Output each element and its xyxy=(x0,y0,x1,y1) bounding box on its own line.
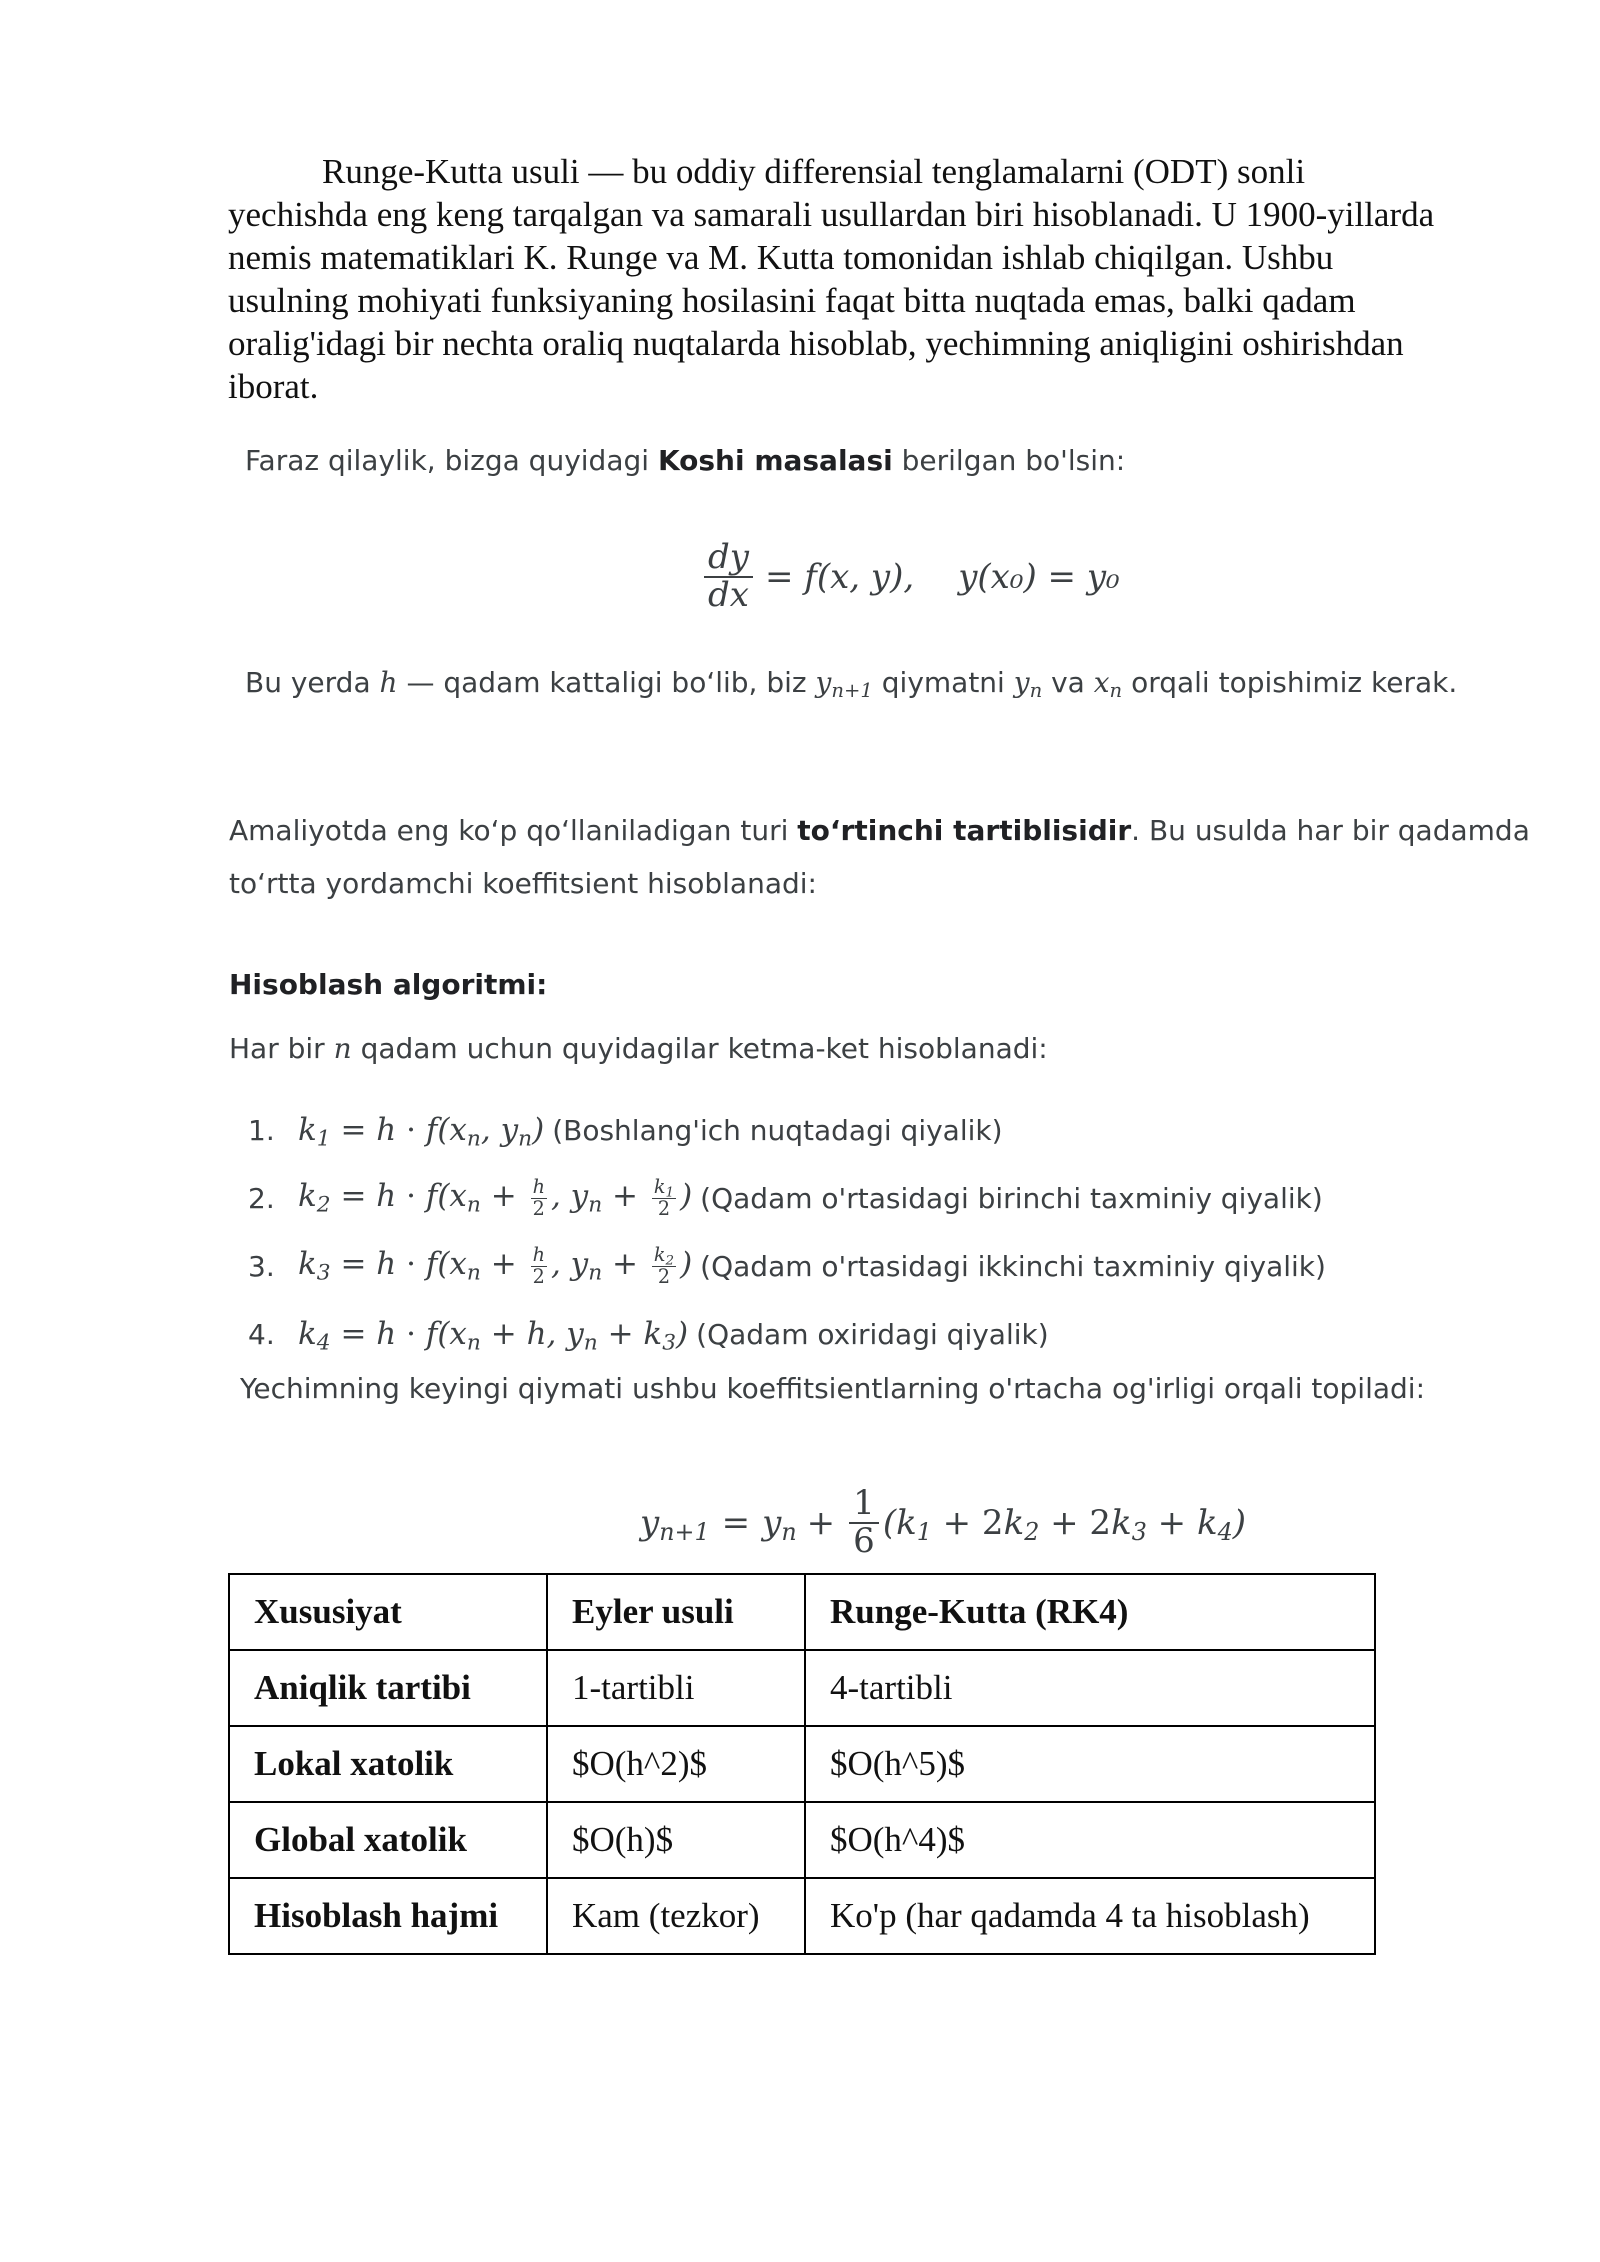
per-step-text: Har bir xyxy=(229,1032,325,1065)
table-cell: $O(h^2)$ xyxy=(547,1726,805,1802)
table-cell: 4-tartibli xyxy=(805,1650,1375,1726)
table-cell: 1-tartibli xyxy=(547,1650,805,1726)
step-number: 1. xyxy=(248,1113,275,1147)
note-text-e: orqali topishimiz kerak. xyxy=(1131,666,1458,699)
cauchy-equation xyxy=(700,537,1120,615)
note-xn: $x_n$ xyxy=(1093,666,1123,702)
step-note: (Qadam oxiridagi qiyalik) xyxy=(696,1317,1049,1351)
cauchy-lead-text: Faraz qilaylik, bizga quyidagi xyxy=(245,444,650,477)
comparison-table xyxy=(228,1573,1376,1955)
table-cell: $O(h)$ xyxy=(547,1802,805,1878)
per-step-line xyxy=(229,1032,1048,1065)
note-text-b: — qadam kattaligi bo‘lib, biz xyxy=(406,666,807,699)
step-number: 2. xyxy=(248,1181,275,1215)
note-text-a: Bu yerda xyxy=(245,666,371,699)
equation-rhs: = f(x, y), xyxy=(764,556,915,597)
cauchy-lead-bold: Koshi masalasi xyxy=(657,444,893,477)
list-item xyxy=(248,1300,1326,1368)
rk4-intro-tail: . Bu usulda har bir qadamda xyxy=(1131,814,1530,847)
k4-formula: $k_4 = h \cdot f(x_n + h$, $y_n + k_3$) xyxy=(298,1316,689,1356)
rk4-intro-line1 xyxy=(229,814,1530,847)
table-row xyxy=(229,1650,1375,1726)
row-label: Global xatolik xyxy=(229,1802,547,1878)
step-number: 3. xyxy=(248,1249,275,1283)
list-item xyxy=(248,1232,1326,1300)
note-y-next: $y_{n+1}$ xyxy=(815,666,873,702)
next-value-text: Yechimning keyingi qiymati ushbu koeffitsientlarning o'rtacha og'irligi orqali topiladi: xyxy=(240,1372,1426,1405)
intro-paragraph xyxy=(228,150,1444,408)
step-note: (Boshlang'ich nuqtadagi qiyalik) xyxy=(552,1113,1003,1147)
k2-formula: $k_2 = h \cdot f(x_n$ + $\frac{h}{2}$ , $y_n$ + $\frac{k_1}{2}$ ) xyxy=(298,1175,693,1220)
rk4-intro-bold: to‘rtinchi tartiblisidir xyxy=(797,814,1132,847)
note-text-c: qiymatni xyxy=(881,666,1005,699)
initial-condition: y(x₀) = y₀ xyxy=(958,556,1120,597)
algorithm-steps xyxy=(248,1096,1326,1368)
table-header-cell: Runge-Kutta (RK4) xyxy=(805,1574,1375,1650)
note-h: h xyxy=(379,666,398,699)
step-number: 4. xyxy=(248,1317,275,1351)
k3-formula: $k_3 = h \cdot f(x_n$ + $\frac{h}{2}$ , $y_n$ + $\frac{k_2}{2}$ ) xyxy=(298,1243,693,1288)
dy-dx-fraction: $\frac{dy}{dx}$ xyxy=(704,540,753,613)
algorithm-title-text: Hisoblash algoritmi: xyxy=(229,968,548,1001)
table-cell: Ko'p (har qadamda 4 ta hisoblash) xyxy=(805,1878,1375,1954)
per-step-n: n xyxy=(333,1032,352,1065)
table-header-cell: Eyler usuli xyxy=(547,1574,805,1650)
one-sixth-fraction: $\frac{1}{6}$ xyxy=(849,1486,879,1559)
table-header-cell: Xususiyat xyxy=(229,1574,547,1650)
table-cell: $O(h^5)$ xyxy=(805,1726,1375,1802)
rk4-final-formula: $y_{n+1}$ = $y_n$ + $\frac{1}{6}$ $(k_1 + 2k_2 + 2k_3 + k_4)$ xyxy=(640,1483,1246,1561)
table-row xyxy=(229,1726,1375,1802)
algorithm-title xyxy=(229,968,547,1001)
step-note: (Qadam o'rtasidagi birinchi taxminiy qiyalik) xyxy=(700,1181,1323,1215)
rk4-intro-line2: to‘rtta yordamchi koeffitsient hisoblanadi: xyxy=(229,867,817,900)
cauchy-lead-tail: berilgan bo'lsin: xyxy=(901,444,1126,477)
row-label: Lokal xatolik xyxy=(229,1726,547,1802)
table-cell: $O(h^4)$ xyxy=(805,1802,1375,1878)
step-note: (Qadam o'rtasidagi ikkinchi taxminiy qiyalik) xyxy=(700,1249,1326,1283)
k1-formula: $k_1 = h \cdot f(x_n$, $y_n$) xyxy=(298,1112,545,1152)
step-size-note xyxy=(245,666,1458,702)
list-item xyxy=(248,1096,1326,1164)
rk4-intro-text: Amaliyotda eng ko‘p qo‘llaniladigan turi xyxy=(229,814,789,847)
list-item xyxy=(248,1164,1326,1232)
table-row xyxy=(229,1802,1375,1878)
row-label: Aniqlik tartibi xyxy=(229,1650,547,1726)
row-label: Hisoblash hajmi xyxy=(229,1878,547,1954)
cauchy-lead xyxy=(245,444,1125,477)
table-header-row xyxy=(229,1574,1375,1650)
table-cell: Kam (tezkor) xyxy=(547,1878,805,1954)
intro-text: Runge-Kutta usuli — bu oddiy differensial tenglamalarni (ODT) sonli yechishda eng keng tarqalgan va samarali usullardan biri hisoblanadi. U 1900-yillarda nemis matematiklari K. Runge va M. Kutta tomonidan ishlab chiqilgan. Ushbu usulning mohiyati funksiyaning hosilasini faqat bitta nuqtada emas, balki qadam oralig'idagi bir nechta oraliq nuqtalarda hisoblab, yechimning aniqligini oshirishdan iborat. xyxy=(228,152,1435,406)
table-row xyxy=(229,1878,1375,1954)
note-text-d: va xyxy=(1051,666,1085,699)
per-step-tail: qadam uchun quyidagilar ketma-ket hisoblanadi: xyxy=(360,1032,1048,1065)
note-yn: $y_n$ xyxy=(1013,666,1043,702)
